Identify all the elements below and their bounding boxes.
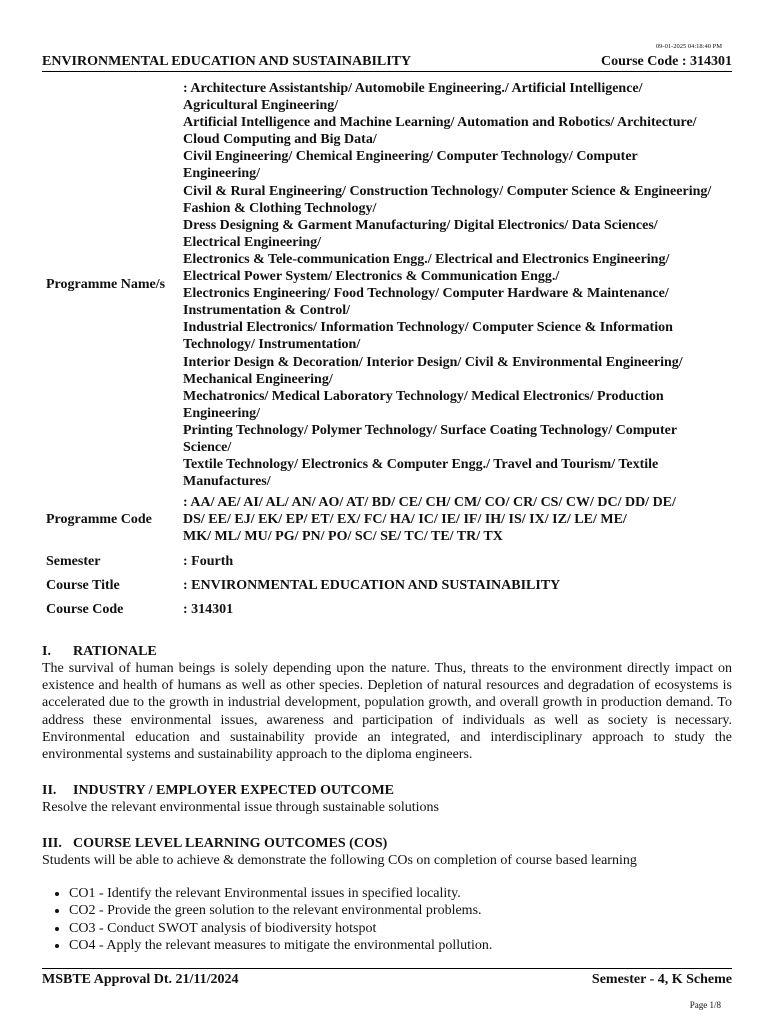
programme-code-label: Programme Code: [46, 511, 152, 527]
value-line: Printing Technology/ Polymer Technology/ Surface Coating Technology/ Computer: [183, 422, 678, 438]
course-outcomes-intro: Students will be able to achieve & demonstrate the following COs on completion of course based learning: [42, 853, 637, 868]
course-outcomes-title: COURSE LEVEL LEARNING OUTCOMES (COS): [73, 836, 388, 851]
semester-value: : Fourth: [183, 553, 234, 569]
value-line: Mechatronics/ Medical Laboratory Technology/ Medical Electronics/ Production: [183, 388, 664, 404]
course-code-value: : 314301: [183, 601, 234, 617]
value-line: : AA/ AE/ AI/ AL/ AN/ AO/ AT/ BD/ CE/ CH/ CM/ CO/ CR/ CS/ CW/ DC/ DD/ DE/: [183, 495, 676, 511]
course-title-value: : ENVIRONMENTAL EDUCATION AND SUSTAINABILITY: [183, 577, 561, 593]
value-line: Manufactures/: [183, 474, 271, 490]
course-outcomes-heading: [42, 835, 732, 852]
value-line: Interior Design & Decoration/ Interior Design/ Civil & Environmental Engineering/: [183, 354, 683, 370]
document-header: [42, 53, 732, 72]
value-line: Civil Engineering/ Chemical Engineering/ Computer Technology/ Computer: [183, 149, 638, 165]
value-line: Industrial Electronics/ Information Technology/ Computer Science & Information: [183, 320, 673, 336]
header-course-code: Course Code : 314301: [600, 54, 732, 69]
course-outcomes-list: [42, 885, 732, 954]
value-line: Electrical Power System/ Electronics & Communication Engg./: [183, 269, 560, 285]
rationale-title: RATIONALE: [73, 644, 157, 659]
course-outcome-item: • CO1 - Identify the relevant Environmental issues in specified locality.: [69, 885, 732, 902]
value-line: MK/ ML/ MU/ PG/ PN/ PO/ SC/ SE/ TC/ TE/ TR/ TX: [183, 529, 503, 545]
programme-names-row: [42, 80, 732, 490]
value-line: Dress Designing & Garment Manufacturing/ Digital Electronics/ Data Sciences/: [183, 217, 658, 233]
header-title: ENVIRONMENTAL EDUCATION AND SUSTAINABILITY: [42, 54, 412, 69]
programme-names-label: Programme Name/s: [46, 277, 166, 293]
value-line: Artificial Intelligence and Machine Learning/ Automation and Robotics/ Architecture/: [183, 115, 697, 131]
rationale-number: I.: [42, 644, 51, 659]
value-line: Mechanical Engineering/: [183, 371, 333, 387]
value-line: Electronics Engineering/ Food Technology/ Computer Hardware & Maintenance/: [183, 286, 669, 302]
programme-code-value: [183, 494, 732, 545]
value-line: Textile Technology/ Electronics & Computer Engg./ Travel and Tourism/ Textile: [183, 457, 659, 473]
value-line: Civil & Rural Engineering/ Construction Technology/ Computer Science & Engineering/: [183, 183, 712, 199]
rationale-section: [42, 643, 732, 763]
semester-row: [42, 550, 732, 574]
value-line: Engineering/: [183, 405, 261, 421]
value-line: DS/ EE/ EJ/ EK/ EP/ ET/ EX/ FC/ HA/ IC/ IE/ IF/ IH/ IS/ IX/ IZ/ LE/ ME/: [183, 512, 627, 528]
semester-label: Semester: [46, 553, 101, 569]
industry-outcome-text: Resolve the relevant environmental issue through sustainable solutions: [42, 800, 439, 815]
value-line: Technology/ Instrumentation/: [183, 337, 361, 353]
course-outcomes-number: III.: [42, 836, 62, 851]
programme-code-row: [42, 494, 732, 545]
value-line: Science/: [183, 439, 232, 455]
course-title-label: Course Title: [46, 577, 120, 593]
value-line: : Architecture Assistantship/ Automobile Engineering./ Artificial Intelligence/: [183, 81, 643, 96]
rationale-text: The survival of human beings is solely depending upon the nature. Thus, threats to the environment directly impact on existence and health of humans as well as other species. Depletion of natural resources and degradation of ecosystems is accelerated due to the growth in industrial development, population growth, and overall growth in production demand. To address these environmental issues, awareness and participation of individuals as well as society is necessary. Environmental education and sustainability provide an integrated, and interdisciplinary approach to study the environmental systems and sustainability approach to the diploma engineers.: [42, 661, 732, 763]
course-outcome-item: • CO3 - Conduct SWOT analysis of biodiversity hotspot: [69, 920, 732, 937]
page-number: Page 1/8: [689, 1000, 721, 1010]
course-title-row: [42, 574, 732, 598]
value-line: Fashion & Clothing Technology/: [183, 200, 377, 216]
course-outcome-item: • CO4 - Apply the relevant measures to mitigate the environmental pollution.: [69, 937, 732, 954]
footer-semester: Semester - 4, K Scheme: [591, 972, 732, 987]
course-code-row: [42, 598, 732, 622]
industry-outcome-section: [42, 782, 732, 816]
value-line: Agricultural Engineering/: [183, 98, 339, 114]
programme-names-value: [183, 80, 732, 490]
value-line: Engineering/: [183, 166, 261, 182]
industry-outcome-title: INDUSTRY / EMPLOYER EXPECTED OUTCOME: [73, 783, 395, 798]
course-outcome-item: • CO2 - Provide the green solution to the relevant environmental problems.: [69, 902, 732, 919]
document-footer: [42, 968, 732, 988]
industry-outcome-number: II.: [42, 783, 57, 798]
value-line: Electronics & Tele-communication Engg./ Electrical and Electronics Engineering/: [183, 251, 670, 267]
print-timestamp: 09-01-2025 04:18:40 PM: [655, 43, 722, 50]
course-outcomes-section: [42, 835, 732, 954]
value-line: Instrumentation & Control/: [183, 303, 350, 319]
rationale-heading: [42, 643, 732, 660]
footer-approval: MSBTE Approval Dt. 21/11/2024: [42, 972, 239, 987]
course-info-table: [42, 80, 732, 622]
industry-outcome-heading: [42, 782, 732, 799]
course-code-label: Course Code: [46, 601, 124, 617]
value-line: Electrical Engineering/: [183, 234, 322, 250]
value-line: Cloud Computing and Big Data/: [183, 132, 377, 148]
